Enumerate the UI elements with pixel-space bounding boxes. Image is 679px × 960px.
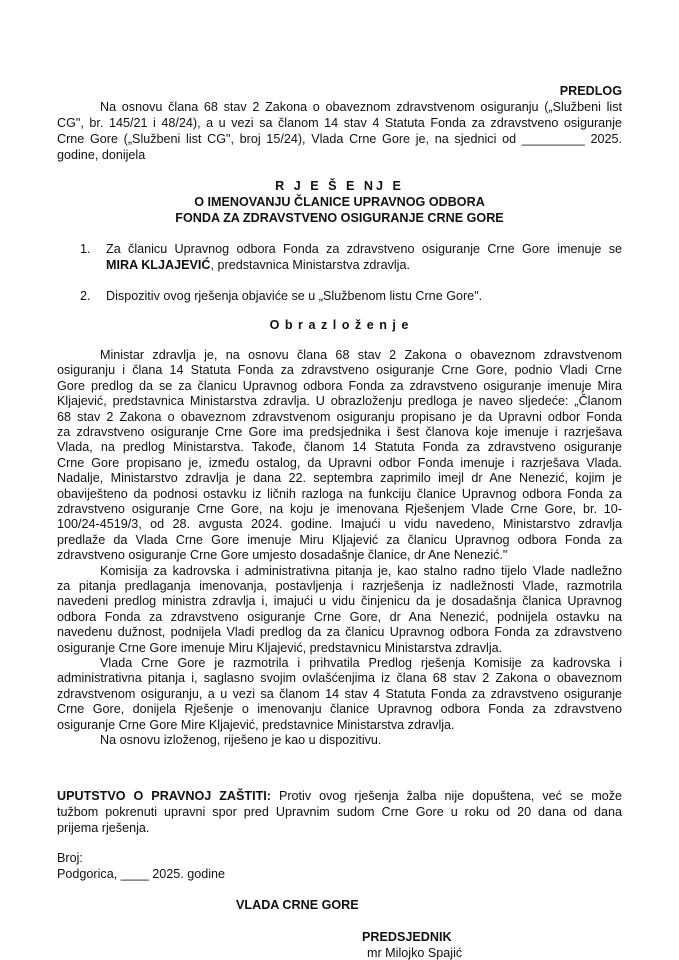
paragraph-line: Gore predlog da se za članicu Upravnog odbora Fonda za zdravstveno osiguranje imenuje Mira: [57, 378, 622, 393]
item-text-2: [106, 258, 410, 272]
title-line-3: FONDA ZA ZDRAVSTVENO OSIGURANJE CRNE GORE: [175, 211, 504, 225]
paragraph-line: navedeni predlog ministra zdravlja i, imajući u vidu činjenicu da je dosadašnja članica Upravnog: [57, 594, 622, 609]
paragraph-line: navedenu dužnost, podnijela Vladi predlog da za članicu Upravnog odbora Fonda za zdravstveno: [57, 625, 622, 640]
appointee-name: MIRA KLJAJEVIĆ: [106, 258, 211, 272]
place-date: Podgorica, ____ 2025. godine: [57, 867, 226, 881]
legal-remedy-label: UPUTSTVO O PRAVNOJ ZAŠTITI:: [57, 789, 271, 803]
predlog-label: PREDLOG: [559, 84, 622, 98]
paragraph-line: 68 stav 2 Zakona o obaveznom zdravstvenom osiguranju propisano je da Upravni odbor Fonda: [57, 409, 622, 424]
paragraph-line: Nadalje, Ministarstvo zdravlja je dana 22. septembra zaprimilo imejl dr Ane Nenezić, kojim je: [57, 471, 622, 486]
item-text: Za članicu Upravnog odbora Fonda za zdravstveno osiguranje Crne Gore imenuje se: [106, 242, 622, 256]
preamble-line: Na osnovu člana 68 stav 2 Zakona o obaveznom zdravstvenom osiguranju („Službeni list: [100, 100, 622, 114]
legal-remedy-line: tužbom pokrenuti upravni spor pred Upravnim sudom Crne Gore u roku od 20 dana od dana: [57, 805, 622, 819]
paragraph-line: osiguranje Crne Gore imenuje Miru Kljajević, predstavnicu Ministarstva zdravlja.: [57, 640, 503, 655]
legal-remedy-line: [57, 789, 622, 804]
paragraph-line: Na osnovu izloženog, riješeno je kao u dispozitivu.: [100, 733, 382, 747]
signatory-title: PREDSJEDNIK: [362, 930, 452, 944]
paragraph-line: administrativna pitanja i, saglasno svojim ovlašćenjima iz člana 68 stav 2 Zakona o obaveznom: [57, 671, 622, 686]
paragraph-line: zdravstveno osiguranje Crne Gore, na koju je imenovana Rješenjem Vlade Crne Gore, br. 10-: [57, 502, 622, 516]
paragraph-line: Crne Gore, donijela Rješenje o imenovanju članice Upravnog odbora Fonda za zdravstveno: [57, 702, 622, 717]
obrazlozenje-heading: O b r a z l o ž e n j e: [269, 318, 410, 332]
title-line-2: O IMENOVANJU ČLANICE UPRAVNOG ODBORA: [194, 195, 485, 209]
paragraph-line: Crne Gore propisano je, između ostalog, da Upravni odbor Fonda imenuje i razrješava Vlada.: [57, 455, 622, 470]
paragraph-line: odbora Fonda za zdravstveno osiguranje Crne Gore, dr Ana Nenezić, podnijela ostavku na: [57, 609, 622, 624]
paragraph-line: osiguranje Crne Gore Mire Kljajević, predstavnice Ministarstva zdravlja.: [57, 717, 455, 732]
paragraph-line: Ministar zdravlja je, na osnovu člana 68 stav 2 Zakona o obaveznom zdravstvenom: [100, 348, 622, 362]
item-text-rest: , predstavnica Ministarstva zdravlja.: [210, 258, 410, 272]
government-name: VLADA CRNE GORE: [236, 898, 359, 912]
paragraph-line: zdravstvenom osiguranju, a u vezi sa članom 14 stav 4 Statuta Fonda za zdravstveno osiguranje: [57, 686, 622, 701]
paragraph-line: Kljajević, predstavnica Ministarstva zdravlja. U obrazloženju predloga je naveo sljedeće: „Članom: [57, 394, 622, 409]
preamble-line: godine, donijela: [57, 148, 146, 162]
paragraph-line: za pitanja predlaganja imenovanja, postavljenja i razrješenja iz nadležnosti Vlade, razmotrila: [57, 579, 622, 593]
item-number: 1.: [80, 242, 91, 256]
item-text: Dispozitiv ovog rješenja objaviće se u „Službenom listu Crne Gore".: [106, 289, 483, 303]
paragraph-line: obaviješteno da podnosi ostavku iz ličnih razloga na funkciju članice Upravnog odbora Fonda za: [57, 486, 622, 501]
paragraph-line: zdravstveno osiguranje Crne Gore umjesto dosadašnje članice, dr Ane Nenezić.": [57, 548, 508, 563]
legal-remedy-line: prijema rješenja.: [57, 821, 150, 835]
preamble-line: Crne Gore („Službeni list CG", broj 15/24), Vlada Crne Gore je, na sjednici od _________ 2025.: [57, 132, 622, 146]
paragraph-line: Vlada, na predlog Ministarstva. Takođe, članom 14 Statuta Fonda za zdravstveno osiguranje: [57, 440, 622, 455]
title-rjesenje: R J E Š E NJ E: [275, 179, 404, 193]
paragraph-line: predlaže da Vlada Crne Gore imenuje Miru Kljajević za članicu Upravnog odbora Fonda za: [57, 532, 622, 547]
preamble-line: CG", br. 145/21 i 48/24), a u vezi sa članom 14 stav 4 Statuta Fonda za zdravstveno osiguranje: [57, 116, 622, 130]
paragraph-line: Vlada Crne Gore je razmotrila i prihvatila Predlog rješenja Komisije za kadrovska i: [100, 656, 622, 670]
broj-field: Broj:: [57, 851, 83, 865]
item-number: 2.: [80, 289, 91, 303]
paragraph-line: Komisija za kadrovska i administrativna pitanja je, kao stalno radno tijelo Vlade nadležno: [100, 563, 622, 578]
paragraph-line: za zdravstveno osiguranje Crne Gore ima predsjednika i šest članova koje imenuje i razrješava: [57, 425, 622, 439]
legal-remedy-text: Protiv ovog rješenja žalba nije dopuštena, već se može: [270, 789, 623, 803]
paragraph-line: osiguranju i člana 14 Statuta Fonda za zdravstveno osiguranje Crne Gore, podnio Vladi Crne: [57, 363, 622, 378]
paragraph-line: 100/24-4519/3, od 28. avgusta 2024. godine. Imajući u vidu navedeno, Ministarstvo zdravlja: [57, 517, 622, 532]
signatory-name: mr Milojko Spajić: [367, 946, 463, 960]
